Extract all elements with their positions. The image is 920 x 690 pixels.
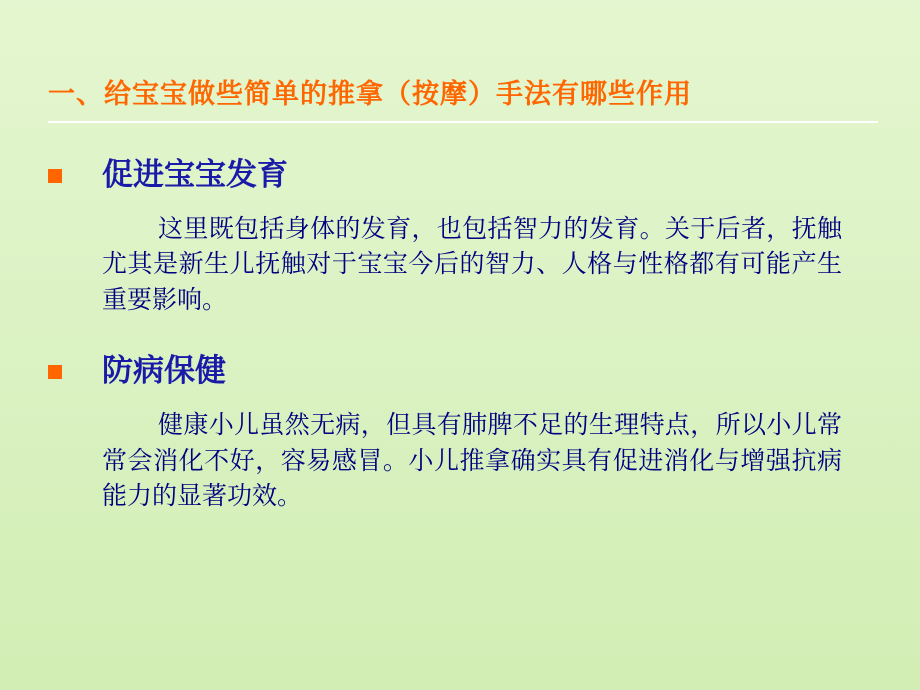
section-spacer (40, 317, 890, 351)
section-heading: 促进宝宝发育 (102, 157, 288, 193)
section-paragraph: 这里既包括身体的发育，也包括智力的发育。关于后者，抚触尤其是新生儿抚触对于宝宝今后的智力、人格与性格都有可能产生重要影响。 (102, 213, 842, 314)
square-bullet-icon (48, 169, 62, 183)
slide-title-block (48, 72, 878, 123)
square-bullet-icon (48, 365, 62, 379)
section-spacer (40, 514, 890, 544)
title-divider (48, 121, 878, 123)
slide-body (40, 155, 890, 544)
section-heading: 防病保健 (102, 353, 226, 390)
page-title: 一、给宝宝做些简单的推拿（按摩）手法有哪些作用 (48, 79, 692, 110)
list-item (40, 351, 890, 393)
list-item (40, 155, 890, 197)
section-paragraph: 健康小儿虽然无病，但具有肺脾不足的生理特点，所以小儿常常会消化不好，容易感冒。小儿推拿确实具有促进消化与增强抗病能力的显著功效。 (102, 410, 842, 511)
